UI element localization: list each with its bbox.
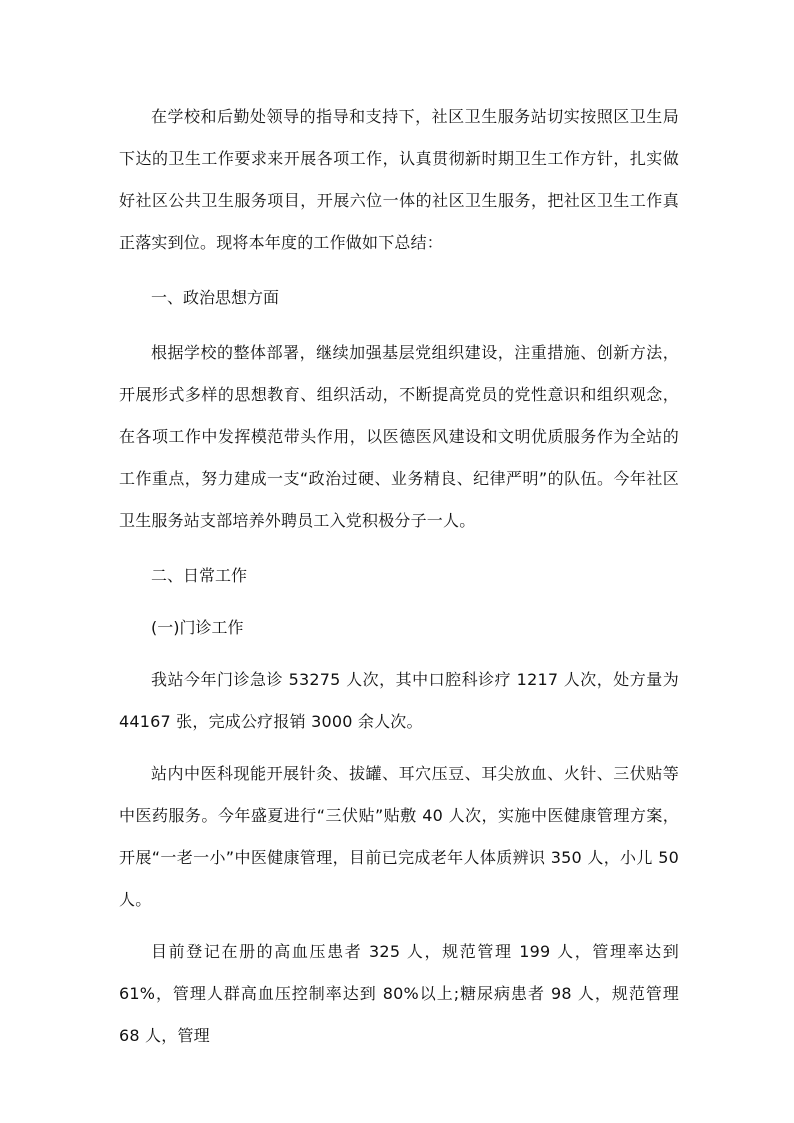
section-heading-politics: 一、政治思想方面 xyxy=(151,288,280,307)
section-heading-daily-work: 二、日常工作 xyxy=(151,566,248,585)
intro-paragraph: 在学校和后勤处领导的指导和支持下，社区卫生服务站切实按照区卫生局下达的卫生工作要求来开展各项工作，认真贯彻新时期卫生工作方针，扎实做好社区公共卫生服务项目，开展六位一体的社区卫生服务，把社区卫生工作真正落实到位。现将本年度的工作做如下总结： xyxy=(119,107,679,252)
document-page xyxy=(119,96,679,1057)
outpatient-paragraph: 我站今年门诊急诊 53275 人次，其中口腔科诊疗 1217 人次，处方量为 44167 张，完成公疗报销 3000 余人次。 xyxy=(119,670,679,731)
chronic-disease-paragraph: 目前登记在册的高血压患者 325 人，规范管理 199 人，管理率达到 61%，管理人群高血压控制率达到 80%以上;糖尿病患者 98 人，规范管理 68 人，管理 xyxy=(119,942,679,1045)
politics-paragraph: 根据学校的整体部署，继续加强基层党组织建设，注重措施、创新方法，开展形式多样的思想教育、组织活动，不断提高党员的党性意识和组织观念，在各项工作中发挥模范带头作用，以医德医风建设和文明优质服务作为全站的工作重点，努力建成一支“政治过硬、业务精良、纪律严明”的队伍。今年社区卫生服务站支部培养外聘员工入党积极分子一人。 xyxy=(119,343,679,530)
tcm-paragraph: 站内中医科现能开展针灸、拔罐、耳穴压豆、耳尖放血、火针、三伏贴等中医药服务。今年盛夏进行“三伏贴”贴敷 40 人次，实施中医健康管理方案，开展“一老一小”中医健康管理，目前已完成老年人体质辨识 350 人，小儿 50 人。 xyxy=(119,764,679,909)
subsection-heading-outpatient: (一)门诊工作 xyxy=(151,618,244,637)
